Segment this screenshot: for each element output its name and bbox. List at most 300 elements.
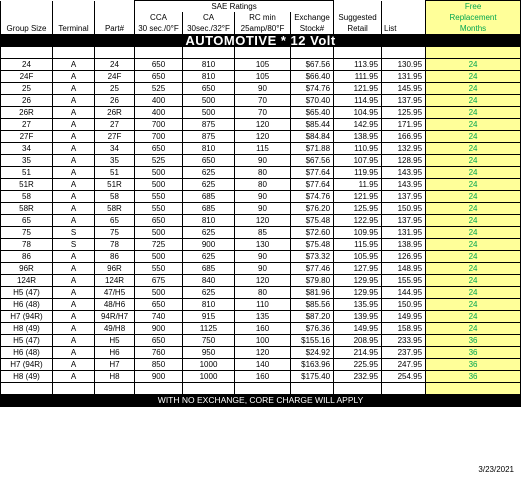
cell-part: 78 (95, 239, 135, 251)
cell-ca: 950 (183, 347, 235, 359)
cell-free-months: 24 (426, 107, 521, 119)
cell-retail: 208.95 (334, 335, 382, 347)
cell-list: 144.95 (382, 287, 426, 299)
cell-group-size: 35 (1, 155, 53, 167)
header-exchange-top: Exchange (291, 12, 334, 23)
cell-rc: 90 (235, 155, 291, 167)
cell-exchange: $155.16 (291, 335, 334, 347)
cell-part: 25 (95, 83, 135, 95)
cell-group-size: 24 (1, 59, 53, 71)
cell-free-months: 24 (426, 191, 521, 203)
cell-exchange: $84.84 (291, 131, 334, 143)
cell-exchange: $24.92 (291, 347, 334, 359)
cell-retail: 127.95 (334, 263, 382, 275)
cell-retail: 110.95 (334, 143, 382, 155)
cell-retail: 121.95 (334, 191, 382, 203)
cell-rc: 90 (235, 83, 291, 95)
cell-list: 126.95 (382, 251, 426, 263)
cell-cca: 650 (135, 215, 183, 227)
cell-rc: 90 (235, 263, 291, 275)
cell-part: 86 (95, 251, 135, 263)
cell-list: 131.95 (382, 227, 426, 239)
cell-list: 171.95 (382, 119, 426, 131)
table-row (1, 239, 521, 251)
cell-rc: 160 (235, 323, 291, 335)
cell-terminal: A (53, 335, 95, 347)
cell-terminal: A (53, 275, 95, 287)
table-row (1, 251, 521, 263)
cell-part: 35 (95, 155, 135, 167)
cell-group-size: 26 (1, 95, 53, 107)
cell-terminal: A (53, 119, 95, 131)
cell-exchange: $66.40 (291, 71, 334, 83)
cell-ca: 625 (183, 287, 235, 299)
cell-list: 137.95 (382, 191, 426, 203)
cell-cca: 650 (135, 143, 183, 155)
table-row (1, 179, 521, 191)
table-row (1, 59, 521, 71)
header-list: List (382, 23, 426, 35)
table-row (1, 83, 521, 95)
cell-exchange: $67.56 (291, 155, 334, 167)
cell-terminal: A (53, 71, 95, 83)
cell-retail: 129.95 (334, 275, 382, 287)
spacer-row (1, 383, 521, 395)
cell-ca: 810 (183, 299, 235, 311)
cell-retail: 121.95 (334, 83, 382, 95)
cell-cca: 675 (135, 275, 183, 287)
table-row (1, 227, 521, 239)
cell-part: H7 (95, 359, 135, 371)
cell-list: 137.95 (382, 215, 426, 227)
cell-retail: 125.95 (334, 203, 382, 215)
cell-free-months: 24 (426, 251, 521, 263)
cell-group-size: H6 (48) (1, 347, 53, 359)
cell-part: H5 (95, 335, 135, 347)
table-row (1, 203, 521, 215)
cell-ca: 810 (183, 143, 235, 155)
cell-list: 150.95 (382, 299, 426, 311)
cell-free-months: 24 (426, 275, 521, 287)
header-free-replacement: Free Replacement Months (426, 1, 521, 35)
cell-cca: 525 (135, 83, 183, 95)
cell-list: 158.95 (382, 323, 426, 335)
cell-terminal: A (53, 155, 95, 167)
cell-rc: 80 (235, 167, 291, 179)
cell-ca: 1125 (183, 323, 235, 335)
cell-terminal: A (53, 167, 95, 179)
cell-group-size: H7 (94R) (1, 359, 53, 371)
cell-ca: 810 (183, 71, 235, 83)
cell-cca: 760 (135, 347, 183, 359)
table-row (1, 143, 521, 155)
header-ca-top: CA (183, 12, 235, 23)
cell-exchange: $75.48 (291, 215, 334, 227)
cell-terminal: A (53, 323, 95, 335)
cell-part: 48/H6 (95, 299, 135, 311)
table-row (1, 299, 521, 311)
cell-free-months: 24 (426, 203, 521, 215)
cell-list: 155.95 (382, 275, 426, 287)
cell-group-size: 124R (1, 275, 53, 287)
header-rc-bottom: 25amp/80°F (235, 23, 291, 35)
cell-terminal: A (53, 287, 95, 299)
cell-list: 148.95 (382, 263, 426, 275)
cell-exchange: $75.48 (291, 239, 334, 251)
cell-cca: 900 (135, 323, 183, 335)
cell-group-size: 34 (1, 143, 53, 155)
cell-group-size: 58R (1, 203, 53, 215)
cell-list: 237.95 (382, 347, 426, 359)
cell-free-months: 24 (426, 263, 521, 275)
cell-exchange: $175.40 (291, 371, 334, 383)
cell-cca: 525 (135, 155, 183, 167)
cell-cca: 500 (135, 167, 183, 179)
print-date: 3/23/2021 (478, 465, 514, 474)
cell-group-size: 51 (1, 167, 53, 179)
cell-group-size: 27F (1, 131, 53, 143)
header-part: Part# (95, 23, 135, 35)
cell-part: 51 (95, 167, 135, 179)
cell-retail: 105.95 (334, 251, 382, 263)
cell-retail: 225.95 (334, 359, 382, 371)
cell-rc: 90 (235, 191, 291, 203)
cell-ca: 625 (183, 251, 235, 263)
table-row (1, 359, 521, 371)
cell-cca: 740 (135, 311, 183, 323)
cell-group-size: H7 (94R) (1, 311, 53, 323)
cell-retail: 122.95 (334, 215, 382, 227)
cell-list: 233.95 (382, 335, 426, 347)
cell-part: 65 (95, 215, 135, 227)
cell-rc: 80 (235, 179, 291, 191)
header-exchange-bottom: Stock# (291, 23, 334, 35)
table-row (1, 71, 521, 83)
cell-terminal: A (53, 347, 95, 359)
table-row (1, 119, 521, 131)
header-ca-bottom: 30sec./32°F (183, 23, 235, 35)
cell-ca: 810 (183, 215, 235, 227)
cell-cca: 500 (135, 287, 183, 299)
cell-list: 128.95 (382, 155, 426, 167)
cell-list: 150.95 (382, 203, 426, 215)
cell-rc: 90 (235, 203, 291, 215)
table-row (1, 155, 521, 167)
cell-ca: 650 (183, 155, 235, 167)
cell-cca: 650 (135, 59, 183, 71)
cell-cca: 400 (135, 95, 183, 107)
cell-retail: 111.95 (334, 71, 382, 83)
cell-cca: 400 (135, 107, 183, 119)
cell-cca: 700 (135, 119, 183, 131)
cell-list: 131.95 (382, 71, 426, 83)
cell-list: 138.95 (382, 239, 426, 251)
cell-part: 51R (95, 179, 135, 191)
cell-retail: 109.95 (334, 227, 382, 239)
cell-rc: 100 (235, 335, 291, 347)
cell-retail: 129.95 (334, 287, 382, 299)
cell-cca: 725 (135, 239, 183, 251)
cell-terminal: A (53, 299, 95, 311)
cell-retail: 142.95 (334, 119, 382, 131)
cell-part: 49/H8 (95, 323, 135, 335)
cell-ca: 1000 (183, 371, 235, 383)
cell-exchange: $87.20 (291, 311, 334, 323)
cell-ca: 840 (183, 275, 235, 287)
cell-cca: 500 (135, 179, 183, 191)
cell-retail: 214.95 (334, 347, 382, 359)
cell-terminal: A (53, 371, 95, 383)
cell-ca: 500 (183, 95, 235, 107)
cell-free-months: 24 (426, 167, 521, 179)
cell-cca: 500 (135, 227, 183, 239)
cell-group-size: H5 (47) (1, 287, 53, 299)
cell-group-size: 58 (1, 191, 53, 203)
cell-exchange: $77.64 (291, 167, 334, 179)
cell-terminal: A (53, 251, 95, 263)
table-row (1, 335, 521, 347)
table-row (1, 167, 521, 179)
cell-rc: 115 (235, 143, 291, 155)
cell-part: 94R/H7 (95, 311, 135, 323)
cell-cca: 650 (135, 299, 183, 311)
table-row (1, 215, 521, 227)
cell-cca: 550 (135, 191, 183, 203)
cell-retail: 115.95 (334, 239, 382, 251)
cell-rc: 105 (235, 59, 291, 71)
cell-terminal: A (53, 359, 95, 371)
cell-rc: 70 (235, 95, 291, 107)
cell-terminal: A (53, 203, 95, 215)
cell-rc: 120 (235, 119, 291, 131)
cell-exchange: $77.46 (291, 263, 334, 275)
cell-exchange: $85.56 (291, 299, 334, 311)
cell-rc: 120 (235, 347, 291, 359)
cell-group-size: 78 (1, 239, 53, 251)
cell-retail: 11.95 (334, 179, 382, 191)
cell-part: 34 (95, 143, 135, 155)
cell-free-months: 24 (426, 59, 521, 71)
cell-part: H6 (95, 347, 135, 359)
cell-ca: 685 (183, 203, 235, 215)
cell-cca: 500 (135, 251, 183, 263)
cell-terminal: A (53, 143, 95, 155)
cell-exchange: $71.88 (291, 143, 334, 155)
header-terminal: Terminal (53, 23, 95, 35)
cell-free-months: 24 (426, 143, 521, 155)
cell-group-size: 24F (1, 71, 53, 83)
cell-free-months: 24 (426, 287, 521, 299)
cell-free-months: 24 (426, 119, 521, 131)
cell-group-size: H8 (49) (1, 323, 53, 335)
cell-terminal: S (53, 227, 95, 239)
cell-retail: 113.95 (334, 59, 382, 71)
cell-ca: 500 (183, 107, 235, 119)
cell-retail: 104.95 (334, 107, 382, 119)
cell-exchange: $74.76 (291, 83, 334, 95)
cell-part: 27 (95, 119, 135, 131)
table-row (1, 191, 521, 203)
cell-retail: 114.95 (334, 95, 382, 107)
cell-ca: 875 (183, 119, 235, 131)
header-cca-top: CCA (135, 12, 183, 23)
cell-list: 125.95 (382, 107, 426, 119)
cell-list: 247.95 (382, 359, 426, 371)
cell-free-months: 24 (426, 95, 521, 107)
cell-rc: 85 (235, 227, 291, 239)
cell-terminal: A (53, 263, 95, 275)
cell-part: H8 (95, 371, 135, 383)
cell-terminal: A (53, 95, 95, 107)
table-row (1, 323, 521, 335)
table-row (1, 95, 521, 107)
cell-retail: 119.95 (334, 167, 382, 179)
cell-group-size: H5 (47) (1, 335, 53, 347)
cell-ca: 650 (183, 83, 235, 95)
cell-rc: 140 (235, 359, 291, 371)
footer-band (1, 395, 521, 407)
cell-free-months: 24 (426, 83, 521, 95)
cell-ca: 900 (183, 239, 235, 251)
cell-group-size: 86 (1, 251, 53, 263)
cell-cca: 650 (135, 335, 183, 347)
cell-group-size: 27 (1, 119, 53, 131)
header-suggested-top: Suggested (334, 12, 382, 23)
cell-list: 149.95 (382, 311, 426, 323)
table-row (1, 107, 521, 119)
cell-group-size: 65 (1, 215, 53, 227)
header-rc-top: RC min (235, 12, 291, 23)
cell-retail: 139.95 (334, 311, 382, 323)
section-title: AUTOMOTIVE * 12 Volt (1, 35, 521, 47)
cell-free-months: 24 (426, 71, 521, 83)
cell-free-months: 24 (426, 131, 521, 143)
cell-part: 124R (95, 275, 135, 287)
cell-terminal: A (53, 215, 95, 227)
table-row (1, 263, 521, 275)
cell-ca: 875 (183, 131, 235, 143)
cell-terminal: A (53, 191, 95, 203)
cell-free-months: 24 (426, 299, 521, 311)
header-suggested-bottom: Retail (334, 23, 382, 35)
cell-cca: 850 (135, 359, 183, 371)
section-band (1, 35, 521, 47)
header-spacer (1, 1, 53, 13)
cell-retail: 232.95 (334, 371, 382, 383)
cell-rc: 110 (235, 299, 291, 311)
cell-cca: 900 (135, 371, 183, 383)
cell-exchange: $77.64 (291, 179, 334, 191)
cell-list: 143.95 (382, 167, 426, 179)
cell-rc: 160 (235, 371, 291, 383)
cell-ca: 1000 (183, 359, 235, 371)
table-row (1, 311, 521, 323)
cell-exchange: $81.96 (291, 287, 334, 299)
cell-free-months: 24 (426, 227, 521, 239)
cell-retail: 135.95 (334, 299, 382, 311)
cell-group-size: 26R (1, 107, 53, 119)
cell-group-size: 25 (1, 83, 53, 95)
cell-part: 96R (95, 263, 135, 275)
cell-ca: 685 (183, 263, 235, 275)
cell-retail: 138.95 (334, 131, 382, 143)
cell-rc: 80 (235, 287, 291, 299)
cell-free-months: 36 (426, 371, 521, 383)
cell-cca: 550 (135, 203, 183, 215)
cell-free-months: 24 (426, 323, 521, 335)
cell-ca: 625 (183, 167, 235, 179)
cell-rc: 70 (235, 107, 291, 119)
cell-retail: 107.95 (334, 155, 382, 167)
table-row (1, 287, 521, 299)
cell-exchange: $70.40 (291, 95, 334, 107)
cell-part: 58R (95, 203, 135, 215)
cell-group-size: 75 (1, 227, 53, 239)
cell-list: 145.95 (382, 83, 426, 95)
cell-free-months: 24 (426, 239, 521, 251)
cell-group-size: 51R (1, 179, 53, 191)
cell-rc: 120 (235, 131, 291, 143)
cell-rc: 135 (235, 311, 291, 323)
cell-terminal: A (53, 83, 95, 95)
cell-list: 166.95 (382, 131, 426, 143)
cell-free-months: 36 (426, 359, 521, 371)
cell-terminal: A (53, 179, 95, 191)
table-row (1, 371, 521, 383)
cell-part: 75 (95, 227, 135, 239)
cell-list: 143.95 (382, 179, 426, 191)
cell-free-months: 24 (426, 215, 521, 227)
cell-list: 132.95 (382, 143, 426, 155)
cell-part: 26R (95, 107, 135, 119)
cell-terminal: A (53, 59, 95, 71)
cell-part: 24F (95, 71, 135, 83)
cell-exchange: $73.32 (291, 251, 334, 263)
cell-part: 26 (95, 95, 135, 107)
table-row (1, 275, 521, 287)
header-group-size: Group Size (1, 23, 53, 35)
cell-rc: 120 (235, 215, 291, 227)
cell-group-size: H6 (48) (1, 299, 53, 311)
cell-ca: 685 (183, 191, 235, 203)
cell-list: 130.95 (382, 59, 426, 71)
cell-cca: 650 (135, 71, 183, 83)
cell-free-months: 24 (426, 311, 521, 323)
cell-exchange: $76.20 (291, 203, 334, 215)
cell-ca: 625 (183, 227, 235, 239)
cell-exchange: $74.76 (291, 191, 334, 203)
footer-note: WITH NO EXCHANGE, CORE CHARGE WILL APPLY (1, 395, 521, 407)
cell-exchange: $65.40 (291, 107, 334, 119)
cell-exchange: $163.96 (291, 359, 334, 371)
cell-free-months: 36 (426, 347, 521, 359)
header-row-1 (1, 1, 521, 13)
cell-terminal: S (53, 239, 95, 251)
cell-rc: 130 (235, 239, 291, 251)
cell-terminal: A (53, 311, 95, 323)
cell-exchange: $72.60 (291, 227, 334, 239)
cell-group-size: 96R (1, 263, 53, 275)
cell-exchange: $76.36 (291, 323, 334, 335)
cell-group-size: H8 (49) (1, 371, 53, 383)
cell-retail: 149.95 (334, 323, 382, 335)
cell-terminal: A (53, 131, 95, 143)
cell-free-months: 24 (426, 179, 521, 191)
cell-ca: 625 (183, 179, 235, 191)
cell-ca: 915 (183, 311, 235, 323)
cell-rc: 120 (235, 275, 291, 287)
cell-part: 47/H5 (95, 287, 135, 299)
